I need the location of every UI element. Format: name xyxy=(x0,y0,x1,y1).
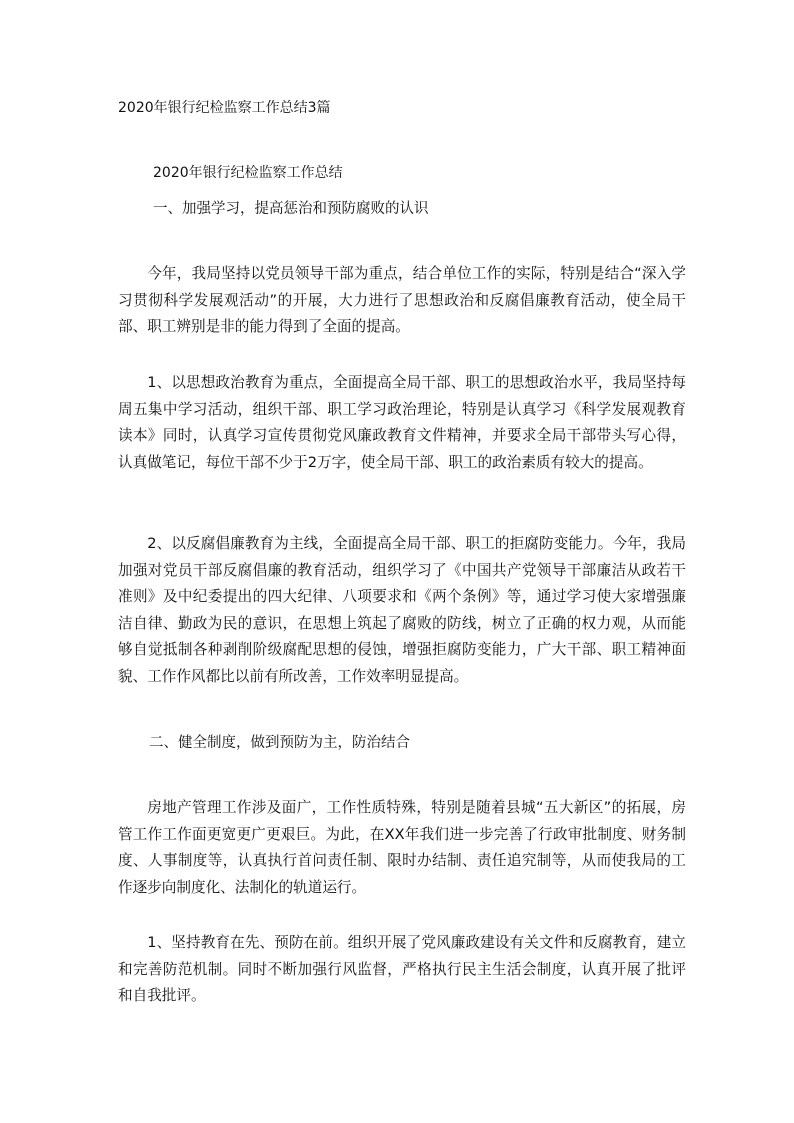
section-1-heading: 一、加强学习，提高惩治和预防腐败的认识 xyxy=(153,201,429,217)
paragraph-2: 1、以思想政治教育为重点，全面提高全局干部、职工的思想政治水平，我局坚持每周五集中学习活动，组织干部、职工学习政治理论，特别是认真学习《科学发展观教育读本》同时，认真学习宣传贯彻党风廉政教育文件精神，并要求全局干部带头写心得，认真做笔记，每位干部不少于2万字，使全局干部、职工的政治素质有较大的提高。 xyxy=(118,374,686,471)
paragraph-5: 1、坚持教育在先、预防在前。组织开展了党风廉政建设有关文件和反腐教育，建立和完善防范机制。同时不断加强行风监督，严格执行民主生活会制度，认真开展了批评和自我批评。 xyxy=(118,934,686,1004)
paragraph-4: 房地产管理工作涉及面广，工作性质特殊，特别是随着县城“五大新区”的拓展，房管工作工作面更宽更广更艰巨。为此，在XX年我们进一步完善了行政审批制度、财务制度、人事制度等，认真执行首问责任制、限时办结制、责任追究制等，从而使我局的工作逐步向制度化、法制化的轨道运行。 xyxy=(118,799,686,896)
paragraph-1: 今年，我局坚持以党员领导干部为重点，结合单位工作的实际，特别是结合“深入学习贯彻科学发展观活动”的开展，大力进行了思想政治和反腐倡廉教育活动，使全局干部、职工辨别是非的能力得到了全面的提高。 xyxy=(118,265,686,335)
document-subtitle: 2020年银行纪检监察工作总结 xyxy=(153,165,343,181)
section-2-heading: 二、健全制度，做到预防为主，防治结合 xyxy=(149,735,410,751)
paragraph-3: 2、以反腐倡廉教育为主线，全面提高全局干部、职工的拒腐防变能力。今年，我局加强对党员干部反腐倡廉的教育活动，组织学习了《中国共产党领导干部廉洁从政若干准则》及中纪委提出的四大纪律、八项要求和《两个条例》等，通过学习使大家增强廉洁自律、勤政为民的意识，在思想上筑起了腐败的防线，树立了正确的权力观，从而能够自觉抵制各种剥削阶级腐配思想的侵蚀，增强拒腐防变能力，广大干部、职工精神面貌、工作作风都比以前有所改善，工作效率明显提高。 xyxy=(118,535,686,685)
document-title: 2020年银行纪检监察工作总结3篇 xyxy=(118,100,331,116)
